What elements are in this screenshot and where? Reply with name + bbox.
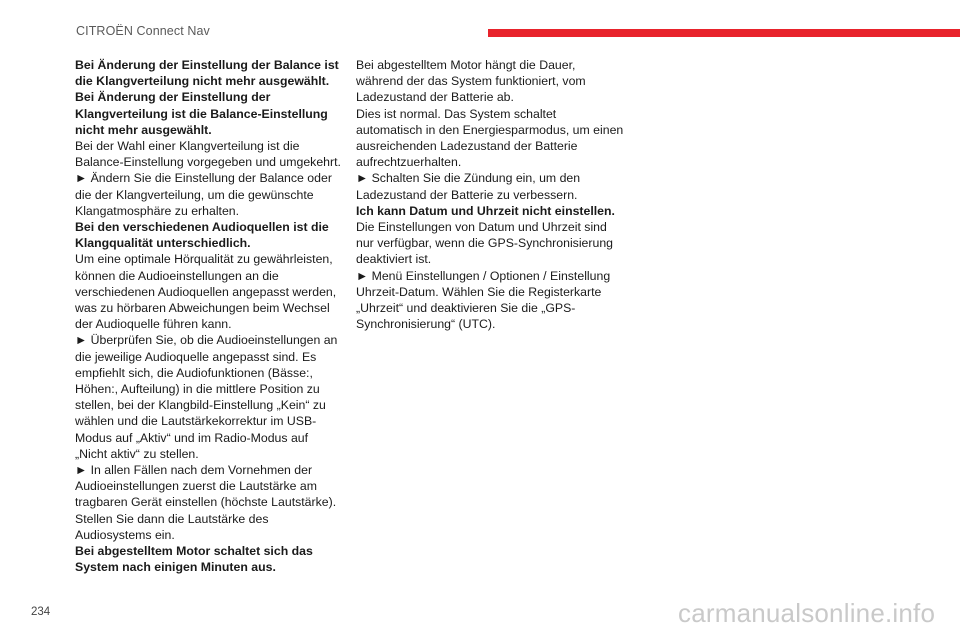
bullet-paragraph: ► Schalten Sie die Zündung ein, um den Ladezustand der Batterie zu verbessern. [356, 170, 624, 202]
right-column [356, 57, 624, 332]
paragraph: Bei abgestelltem Motor hängt die Dauer, während der das System funktioniert, vom Ladezustand der Batterie ab. [356, 58, 586, 105]
left-column [75, 57, 343, 576]
balance-heading: Bei Änderung der Einstellung der Balance ist die Klangverteilung nicht mehr ausgewählt. [75, 58, 339, 89]
motor-heading: Bei abgestelltem Motor schaltet sich das System nach einigen Minuten aus. [75, 544, 313, 575]
paragraph: Dies ist normal. Das System schaltet automatisch in den Energiesparmodus, um einen ausreichenden Ladezustand der Batterie aufrechtzuerhalten. [356, 106, 624, 170]
bullet-paragraph: ► Menü Einstellungen / Optionen / Einstellung Uhrzeit-Datum. Wählen Sie die Registerkarte „Uhrzeit“ und deaktivieren Sie die „GPS-Synchronisierung“ (UTC). [356, 268, 624, 333]
paragraph: Um eine optimale Hörqualität zu gewährleisten, können die Audioeinstellungen an die verschiedenen Audioquellen angepasst werden, was zu hörbaren Abweichungen beim Wechsel der Audioquelle führen kann. [75, 252, 337, 332]
klangverteilung-heading: Bei Änderung der Einstellung der Klangverteilung ist die Balance-Einstellung nicht mehr ausgewählt. [75, 90, 328, 137]
bullet-paragraph: ► In allen Fällen nach dem Vornehmen der Audioeinstellungen zuerst die Lautstärke am tragbaren Gerät einstellen (höchste Lautstärke). Stellen Sie dann die Lautstärke des Audiosystems ein. [75, 462, 343, 543]
header-title: CITROËN Connect Nav [76, 24, 210, 38]
watermark: carmanualsonline.info [678, 598, 936, 628]
paragraph: Bei der Wahl einer Klangverteilung ist die Balance-Einstellung vorgegeben und umgekehrt. [75, 139, 341, 170]
paragraph: Die Einstellungen von Datum und Uhrzeit sind nur verfügbar, wenn die GPS-Synchronisierung deaktiviert ist. [356, 220, 614, 267]
header-accent-bar [488, 29, 960, 37]
bullet-paragraph: ► Überprüfen Sie, ob die Audioeinstellungen an die jeweilige Audioquelle angepasst sind. Es empfiehlt sich, die Audiofunktionen (Bässe:, Höhen:, Aufteilung) in die mittlere Position zu stellen, bei der Klangbild-Einstellung „Kein“ zu wählen und die Lautstärkekorrektur im USB-Modus auf „Aktiv“ und im Radio-Modus auf „Nicht aktiv“ zu stellen. [75, 332, 343, 462]
audioquellen-heading: Bei den verschiedenen Audioquellen ist die Klangqualität unterschiedlich. [75, 220, 329, 251]
page-number: 234 [31, 606, 51, 618]
bullet-paragraph: ► Ändern Sie die Einstellung der Balance oder die der Klangverteilung, um die gewünschte Klangatmosphäre zu erhalten. [75, 170, 343, 219]
datum-uhrzeit-heading: Ich kann Datum und Uhrzeit nicht einstellen. [356, 203, 615, 218]
